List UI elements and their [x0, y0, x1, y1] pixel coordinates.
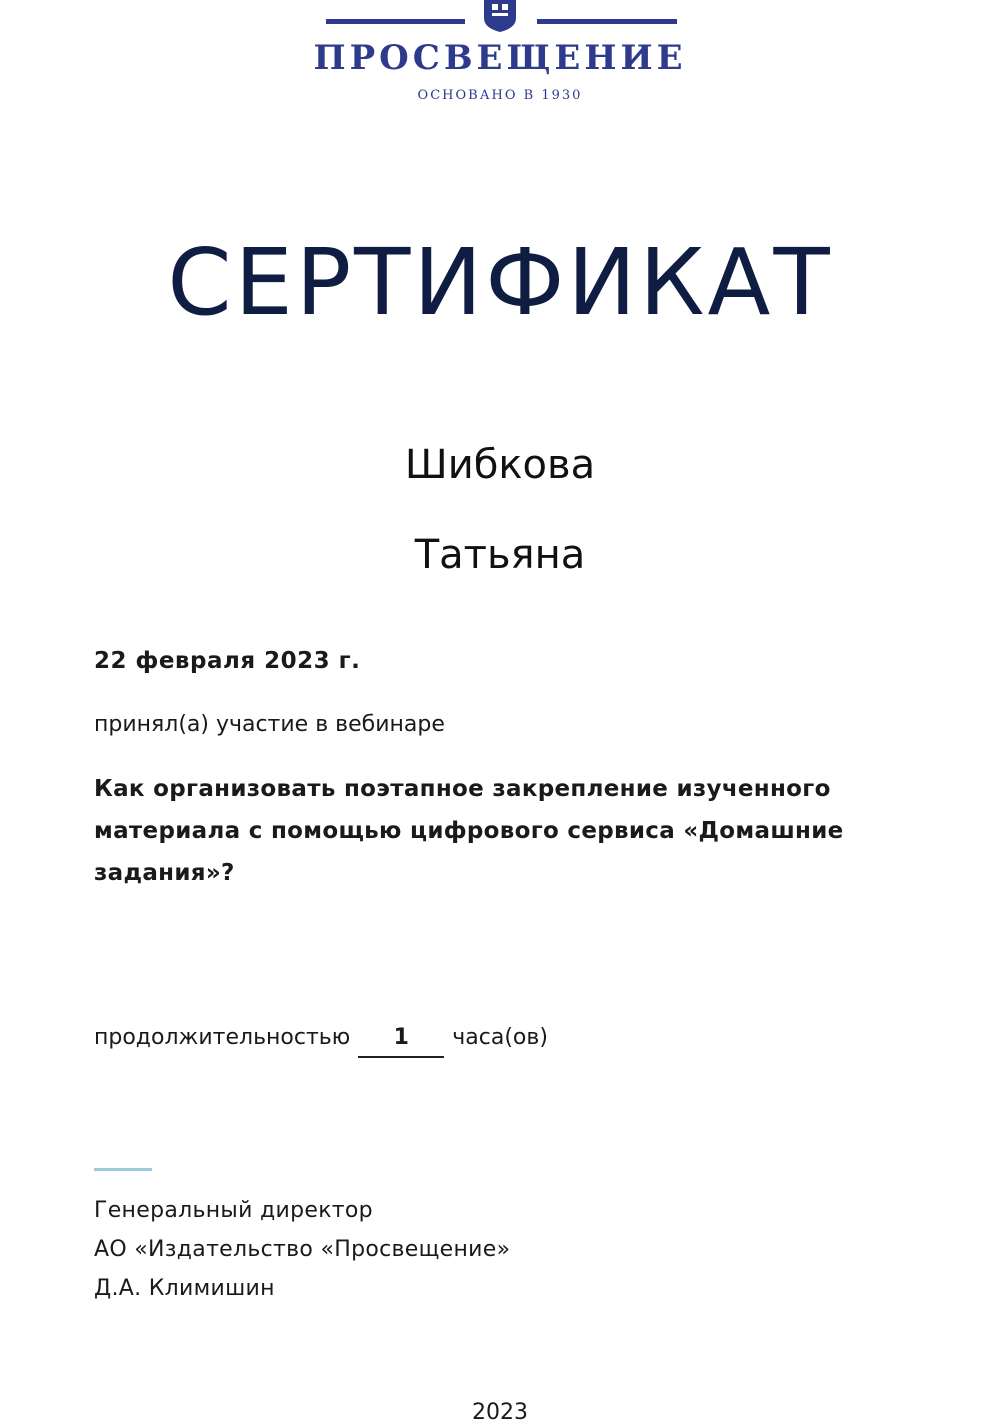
certificate-title: СЕРТИФИКАТ — [167, 229, 833, 336]
signer-name: Д.А. Климишин — [94, 1276, 275, 1301]
emblem-icon — [480, 0, 520, 32]
logo-line-right — [537, 19, 677, 24]
logo-subtitle: ОСНОВАНО В 1930 — [417, 88, 583, 103]
duration-line — [94, 1025, 914, 1058]
recipient-surname: Шибкова — [404, 442, 596, 488]
footer-year: 2023 — [472, 1400, 528, 1425]
webinar-title: Как организовать поэтапное закрепление изученного материала с помощью цифрового сервиса «Домашние задания»? — [94, 776, 844, 886]
recipient-first-name: Татьяна — [414, 532, 586, 578]
signer-position: Генеральный директор — [94, 1198, 373, 1223]
duration-suffix: часа(ов) — [452, 1025, 548, 1050]
signer-company: АО «Издательство «Просвещение» — [94, 1237, 511, 1262]
duration-hours: 1 — [358, 1025, 444, 1058]
publisher-logo — [0, 0, 1000, 110]
signature-divider — [94, 1168, 152, 1171]
participation-text: принял(а) участие в вебинаре — [94, 712, 445, 737]
logo-name: ПРОСВЕЩЕНИЕ — [313, 38, 687, 78]
logo-line-left — [326, 19, 465, 24]
certificate-date: 22 февраля 2023 г. — [94, 648, 361, 674]
duration-prefix: продолжительностью — [94, 1025, 351, 1050]
